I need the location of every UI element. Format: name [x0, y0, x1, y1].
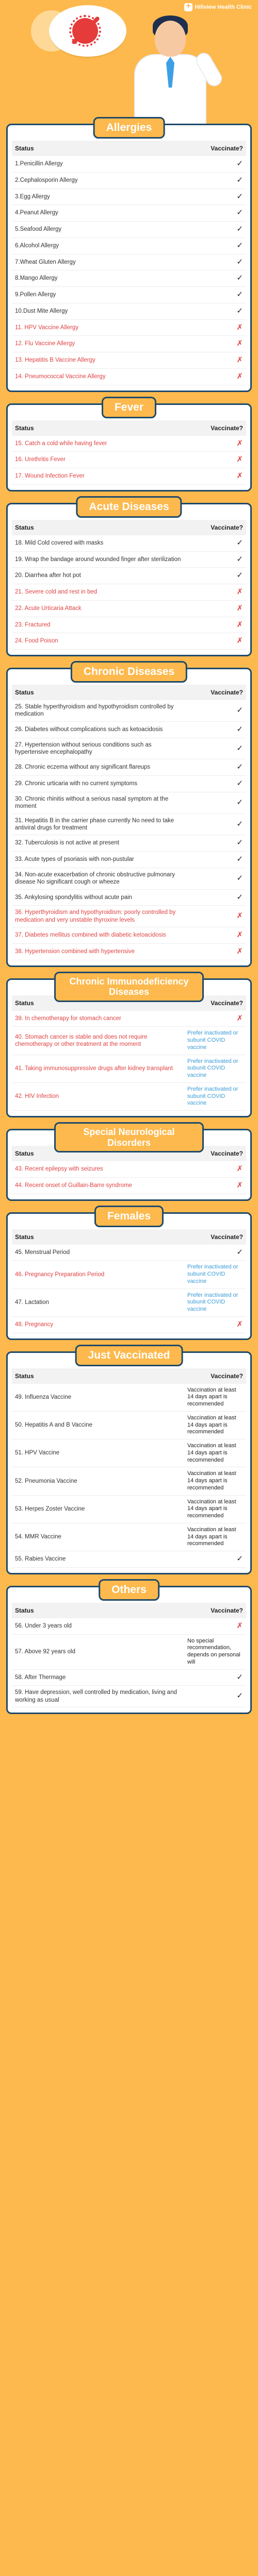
check-icon: [184, 759, 246, 776]
status-table: [12, 995, 246, 1111]
condition-label: 4.Peanut Allergy: [12, 205, 184, 222]
vaccinate-column-header: Vaccinate?: [184, 1368, 246, 1384]
check-icon: ✓: [236, 1247, 243, 1257]
section-title: Acute Diseases: [76, 496, 182, 518]
table-row: [12, 943, 246, 960]
condition-label: 35. Ankylosing spondylitis without acute pain: [12, 889, 184, 906]
vaccination-note-cell: [184, 1055, 246, 1082]
status-column-header: Status: [12, 1229, 184, 1245]
vaccination-note-cell: [184, 1467, 246, 1495]
check-icon: [184, 205, 246, 222]
table-row: [12, 1245, 246, 1261]
check-icon: [184, 776, 246, 792]
cross-icon: [184, 319, 246, 336]
table-row: [12, 1161, 246, 1177]
status-column-header: Status: [12, 1368, 184, 1384]
vaccination-note-cell: [184, 1384, 246, 1412]
condition-label: 12. Flu Vaccine Allergy: [12, 336, 184, 352]
cross-icon: ✗: [236, 339, 243, 348]
cross-icon: ✗: [236, 438, 243, 448]
table-row: [12, 1467, 246, 1495]
check-icon: [184, 270, 246, 287]
condition-label: 51. HPV Vaccine: [12, 1439, 184, 1467]
cross-icon: [184, 617, 246, 633]
check-icon: ✓: [236, 873, 243, 883]
cross-icon: ✗: [236, 323, 243, 332]
cross-icon: ✗: [236, 455, 243, 464]
check-icon: ✓: [236, 743, 243, 753]
condition-label: 18. Mild Cold covered with masks: [12, 535, 184, 551]
section-title: Fever: [102, 397, 156, 418]
check-icon: [184, 1669, 246, 1686]
cross-icon: [184, 336, 246, 352]
cross-icon: [184, 368, 246, 385]
check-icon: ✓: [236, 724, 243, 734]
cross-icon: [184, 1161, 246, 1177]
section-title: Females: [94, 1206, 164, 1227]
condition-label: 10.Dust Mite Allergy: [12, 303, 184, 319]
cross-icon: ✗: [236, 1164, 243, 1173]
table-row: [12, 1316, 246, 1333]
doctor-head-illustration: [155, 21, 186, 57]
status-column-header: Status: [12, 420, 184, 436]
cross-icon: [184, 927, 246, 944]
vaccination-note: Prefer inactivated or subunit COVID vaccine: [187, 1058, 238, 1078]
table-row: [12, 452, 246, 468]
table-header-row: [12, 1368, 246, 1384]
condition-label: 16. Urethritis Fever: [12, 452, 184, 468]
condition-label: 55. Rabies Vaccine: [12, 1551, 184, 1568]
check-icon: [184, 868, 246, 889]
check-icon: [184, 835, 246, 852]
vaccination-note: Prefer inactivated or subunit COVID vaccine: [187, 1292, 238, 1312]
condition-label: 56. Under 3 years old: [12, 1618, 184, 1634]
vaccination-note-cell: [184, 1439, 246, 1467]
vaccinate-column-header: Vaccinate?: [184, 520, 246, 535]
check-icon: ✓: [236, 175, 243, 184]
check-icon: ✓: [236, 838, 243, 848]
section-vaccinated: [6, 1351, 252, 1574]
cross-icon: ✗: [236, 636, 243, 646]
sections-container: [0, 124, 258, 1714]
vaccination-note: Vaccination at least 14 days apart is recommended: [187, 1386, 236, 1407]
vaccination-note-cell: [184, 1634, 246, 1669]
table-row: [12, 1439, 246, 1467]
table-row: [12, 436, 246, 452]
table-row: [12, 1523, 246, 1551]
status-table: [12, 520, 246, 650]
vaccination-note: Vaccination at least 14 days apart is recommended: [187, 1470, 236, 1491]
table-row: [12, 835, 246, 852]
condition-label: 44. Recent onset of Guillain-Barre syndrome: [12, 1177, 184, 1194]
check-icon: ✓: [236, 241, 243, 250]
cross-icon: ✗: [236, 1013, 243, 1023]
check-icon: ✓: [236, 779, 243, 788]
condition-label: 52. Pneumonia Vaccine: [12, 1467, 184, 1495]
section-fever: [6, 403, 252, 492]
condition-label: 59. Have depression, well controlled by medication, living and working as usual: [12, 1686, 184, 1707]
table-header-row: [12, 685, 246, 700]
section-chronic: [6, 668, 252, 967]
cross-icon: [184, 906, 246, 927]
status-table: [12, 141, 246, 385]
check-icon: ✓: [236, 274, 243, 283]
condition-label: 24. Food Poison: [12, 633, 184, 650]
status-column-header: Status: [12, 1603, 184, 1618]
brand-logo: [184, 3, 252, 11]
vaccinate-column-header: Vaccinate?: [184, 1146, 246, 1161]
brand-name: Hillview Health Clinic: [195, 4, 252, 10]
cross-icon: [184, 468, 246, 485]
condition-label: 58. After Thermage: [12, 1669, 184, 1686]
condition-label: 41. Taking immunosuppressive drugs after kidney transplant: [12, 1055, 184, 1082]
cross-icon: [184, 600, 246, 617]
check-icon: [184, 222, 246, 238]
condition-label: 3.Egg Allergy: [12, 189, 184, 205]
check-icon: ✓: [236, 892, 243, 902]
cross-icon: ✗: [236, 946, 243, 956]
status-column-header: Status: [12, 520, 184, 535]
status-table: [12, 1603, 246, 1707]
check-icon: [184, 1686, 246, 1707]
table-row: [12, 1027, 246, 1055]
cross-icon: [184, 352, 246, 369]
cross-icon: [184, 1011, 246, 1027]
cross-icon: [184, 1316, 246, 1333]
vaccination-note: Vaccination at least 14 days apart is recommended: [187, 1414, 236, 1435]
table-row: [12, 927, 246, 944]
check-icon: ✓: [236, 257, 243, 266]
condition-label: 33. Acute types of psoriasis with non-pustular: [12, 852, 184, 868]
cross-icon: ✗: [236, 911, 243, 921]
check-icon: [184, 172, 246, 189]
condition-label: 38. Hypertension combined with hypertensive: [12, 943, 184, 960]
table-row: [12, 352, 246, 369]
check-icon: [184, 1551, 246, 1568]
check-icon: ✓: [236, 192, 243, 201]
vaccination-note-cell: [184, 1411, 246, 1439]
cross-icon: ✗: [236, 371, 243, 381]
check-icon: ✓: [236, 706, 243, 715]
vaccination-note-cell: [184, 1261, 246, 1289]
vaccinate-column-header: Vaccinate?: [184, 995, 246, 1011]
table-row: [12, 156, 246, 172]
condition-label: 15. Catch a cold while having fever: [12, 436, 184, 452]
hero-illustration: [0, 0, 258, 124]
check-icon: ✓: [236, 225, 243, 233]
vaccination-note-cell: [184, 1027, 246, 1055]
condition-label: 23. Fractured: [12, 617, 184, 633]
status-table: [12, 420, 246, 485]
section-immuno: [6, 978, 252, 1118]
section-acute: [6, 500, 252, 656]
table-row: [12, 368, 246, 385]
condition-label: 54. MMR Vaccine: [12, 1523, 184, 1551]
check-icon: ✓: [236, 819, 243, 828]
check-icon: [184, 189, 246, 205]
table-header-row: [12, 1603, 246, 1618]
status-table: [12, 685, 246, 960]
check-icon: [184, 287, 246, 303]
table-row: [12, 238, 246, 254]
check-icon: ✓: [236, 290, 243, 299]
vaccination-note: Vaccination at least 14 days apart is recommended: [187, 1443, 236, 1463]
cross-icon: ✗: [236, 355, 243, 364]
check-icon: ✓: [236, 538, 243, 547]
table-row: [12, 172, 246, 189]
check-icon: ✓: [236, 554, 243, 564]
condition-label: 43. Recent epilepsy with seizures: [12, 1161, 184, 1177]
table-row: [12, 1055, 246, 1082]
condition-label: 36. Hyperthyroidism and hypothyroidism: poorly controlled by medication and very unstable thyroxine levels: [12, 906, 184, 927]
condition-label: 31. Hepatitis B in the carrier phase currently No need to take antiviral drugs for treatment: [12, 814, 184, 835]
table-row: [12, 205, 246, 222]
table-row: [12, 852, 246, 868]
check-icon: ✓: [236, 1672, 243, 1682]
table-row: [12, 254, 246, 270]
condition-label: 22. Acute Urticaria Attack: [12, 600, 184, 617]
condition-label: 26. Diabetes without complications such as ketoacidosis: [12, 721, 184, 738]
cross-icon: [184, 943, 246, 960]
table-row: [12, 600, 246, 617]
section-title: Chronic Diseases: [71, 661, 187, 683]
condition-label: 37. Diabetes mellitus combined with diabetic ketoacidosis: [12, 927, 184, 944]
check-icon: [184, 852, 246, 868]
section-title: Allergies: [93, 117, 165, 139]
cross-icon: [184, 633, 246, 650]
table-row: [12, 889, 246, 906]
check-icon: [184, 889, 246, 906]
vaccinate-column-header: Vaccinate?: [184, 420, 246, 436]
status-column-header: Status: [12, 1146, 184, 1161]
table-row: [12, 792, 246, 814]
vaccination-note-cell: [184, 1082, 246, 1110]
cross-icon: [184, 1618, 246, 1634]
condition-label: 39. In chemotherapy for stomach cancer: [12, 1011, 184, 1027]
status-table: [12, 1146, 246, 1194]
vaccination-note: No special recommendation, depends on personal will: [187, 1637, 240, 1665]
table-row: [12, 551, 246, 568]
table-row: [12, 468, 246, 485]
table-row: [12, 738, 246, 759]
condition-label: 48. Pregnancy: [12, 1316, 184, 1333]
vaccination-note-cell: [184, 1523, 246, 1551]
cross-icon: [184, 1177, 246, 1194]
check-icon: ✓: [236, 208, 243, 217]
section-neuro: [6, 1129, 252, 1201]
cross-icon: ✗: [236, 471, 243, 480]
vaccination-note: Prefer inactivated or subunit COVID vaccine: [187, 1086, 238, 1107]
condition-label: 57. Above 92 years old: [12, 1634, 184, 1669]
condition-label: 14. Pneumococcal Vaccine Allergy: [12, 368, 184, 385]
table-row: [12, 303, 246, 319]
section-title: Special Neurological Disorders: [54, 1122, 204, 1153]
table-row: [12, 287, 246, 303]
table-row: [12, 1551, 246, 1568]
cross-icon: ✗: [236, 1319, 243, 1329]
vaccinate-column-header: Vaccinate?: [184, 1603, 246, 1618]
condition-label: 25. Stable hyperthyroidism and hypothyroidism controlled by medication: [12, 700, 184, 721]
section-others: [6, 1583, 252, 1714]
table-row: [12, 1618, 246, 1634]
condition-label: 2.Cephalosporin Allergy: [12, 172, 184, 189]
table-row: [12, 336, 246, 352]
check-icon: [184, 254, 246, 270]
table-row: [12, 1082, 246, 1110]
table-header-row: [12, 1229, 246, 1245]
condition-label: 11. HPV Vaccine Allergy: [12, 319, 184, 336]
check-icon: [184, 551, 246, 568]
table-row: [12, 759, 246, 776]
status-table: [12, 1229, 246, 1333]
cross-icon: ✗: [236, 587, 243, 596]
status-table: [12, 1368, 246, 1568]
check-icon: [184, 1245, 246, 1261]
table-row: [12, 584, 246, 601]
condition-label: 28. Chronic eczema without any significant flareups: [12, 759, 184, 776]
table-row: [12, 1384, 246, 1412]
status-column-header: Status: [12, 141, 184, 156]
table-row: [12, 1686, 246, 1707]
check-icon: [184, 568, 246, 584]
condition-label: 34. Non-acute exacerbation of chronic obstructive pulmonary disease No significant cough or wheeze: [12, 868, 184, 889]
condition-label: 21. Severe cold and rest in bed: [12, 584, 184, 601]
table-header-row: [12, 520, 246, 535]
table-row: [12, 1495, 246, 1523]
section-females: [6, 1212, 252, 1340]
condition-label: 7.Wheat Gluten Allergy: [12, 254, 184, 270]
table-header-row: [12, 141, 246, 156]
condition-label: 46. Pregnancy Preparation Period: [12, 1261, 184, 1289]
check-icon: [184, 303, 246, 319]
clinic-logo-icon: [184, 3, 192, 11]
section-title: Chronic Immunodeficiency Diseases: [54, 972, 204, 1002]
condition-label: 17. Wound Infection Fever: [12, 468, 184, 485]
condition-label: 42. HIV Infection: [12, 1082, 184, 1110]
vaccinate-column-header: Vaccinate?: [184, 141, 246, 156]
table-row: [12, 1177, 246, 1194]
table-row: [12, 776, 246, 792]
vaccinate-column-header: Vaccinate?: [184, 1229, 246, 1245]
check-icon: [184, 156, 246, 172]
cross-icon: ✗: [236, 1621, 243, 1630]
check-icon: ✓: [236, 159, 243, 168]
table-row: [12, 700, 246, 721]
vaccination-note: Prefer inactivated or subunit COVID vaccine: [187, 1264, 238, 1284]
table-row: [12, 222, 246, 238]
condition-label: 5.Seafood Allergy: [12, 222, 184, 238]
cross-icon: ✗: [236, 620, 243, 629]
section-title: Just Vaccinated: [75, 1345, 183, 1366]
table-row: [12, 189, 246, 205]
condition-label: 6.Alcohol Allergy: [12, 238, 184, 254]
status-column-header: Status: [12, 995, 184, 1011]
vaccination-note: Vaccination at least 14 days apart is recommended: [187, 1526, 236, 1547]
table-row: [12, 1261, 246, 1289]
check-icon: [184, 700, 246, 721]
condition-label: 1.Penicillin Allergy: [12, 156, 184, 172]
table-row: [12, 1669, 246, 1686]
condition-label: 40. Stomach cancer is stable and does not require chemotherapy or other treatment at the moment: [12, 1027, 184, 1055]
section-title: Others: [99, 1579, 159, 1601]
table-row: [12, 814, 246, 835]
status-column-header: Status: [12, 685, 184, 700]
table-header-row: [12, 420, 246, 436]
condition-label: 29. Chronic urticaria with no current symptoms: [12, 776, 184, 792]
table-row: [12, 617, 246, 633]
check-icon: ✓: [236, 1691, 243, 1701]
table-row: [12, 319, 246, 336]
condition-label: 9.Pollen Allergy: [12, 287, 184, 303]
check-icon: [184, 738, 246, 759]
check-icon: [184, 535, 246, 551]
table-row: [12, 721, 246, 738]
table-row: [12, 1011, 246, 1027]
check-icon: [184, 814, 246, 835]
cross-icon: [184, 584, 246, 601]
check-icon: ✓: [236, 571, 243, 580]
vaccination-note-cell: [184, 1495, 246, 1523]
section-allergies: [6, 124, 252, 392]
cross-icon: [184, 436, 246, 452]
check-icon: ✓: [236, 855, 243, 863]
condition-label: 20. Diarrhea after hot pot: [12, 568, 184, 584]
condition-label: 47. Lactation: [12, 1289, 184, 1316]
check-icon: ✓: [236, 306, 243, 315]
table-row: [12, 1634, 246, 1669]
vaccination-note: Prefer inactivated or subunit COVID vaccine: [187, 1030, 238, 1050]
check-icon: ✓: [236, 1554, 243, 1563]
check-icon: [184, 792, 246, 814]
check-icon: [184, 721, 246, 738]
vaccination-note: Vaccination at least 14 days apart is recommended: [187, 1498, 236, 1519]
table-row: [12, 568, 246, 584]
condition-label: 19. Wrap the bandage around wounded finger after sterilization: [12, 551, 184, 568]
cross-icon: ✗: [236, 1180, 243, 1190]
condition-label: 53. Herpes Zoster Vaccine: [12, 1495, 184, 1523]
check-icon: [184, 238, 246, 254]
table-row: [12, 1411, 246, 1439]
vaccinate-column-header: Vaccinate?: [184, 685, 246, 700]
check-icon: ✓: [236, 798, 243, 807]
table-row: [12, 633, 246, 650]
condition-label: 13. Hepatitis B Vaccine Allergy: [12, 352, 184, 369]
table-row: [12, 270, 246, 287]
table-row: [12, 535, 246, 551]
condition-label: 27. Hypertension without serious conditions such as hypertensive encephalopathy: [12, 738, 184, 759]
condition-label: 32. Tuberculosis is not active at present: [12, 835, 184, 852]
condition-label: 30. Chronic rhinitis without a serious nasal symptom at the moment: [12, 792, 184, 814]
table-row: [12, 1289, 246, 1316]
condition-label: 50. Hepatitis A and B Vaccine: [12, 1411, 184, 1439]
table-row: [12, 868, 246, 889]
cross-icon: ✗: [236, 930, 243, 939]
condition-label: 49. Influenza Vaccine: [12, 1384, 184, 1412]
table-row: [12, 906, 246, 927]
condition-label: 45. Menstrual Period: [12, 1245, 184, 1261]
cross-icon: [184, 452, 246, 468]
vaccination-note-cell: [184, 1289, 246, 1316]
check-icon: ✓: [236, 762, 243, 772]
condition-label: 8.Mango Allergy: [12, 270, 184, 287]
cross-icon: ✗: [236, 603, 243, 613]
